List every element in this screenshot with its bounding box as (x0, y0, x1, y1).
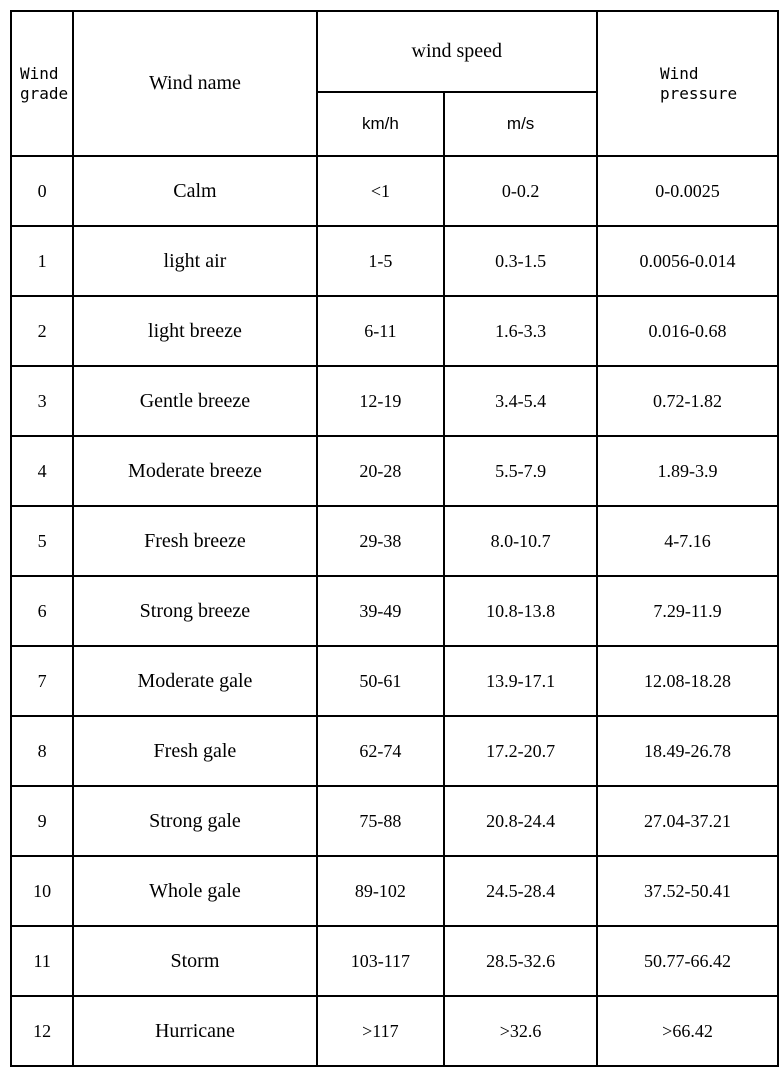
cell-name: Calm (73, 156, 316, 226)
cell-pressure: 37.52-50.41 (597, 856, 778, 926)
cell-kmh: 12-19 (317, 366, 445, 436)
beaufort-wind-table (10, 10, 779, 1067)
cell-pressure: 0.0056-0.014 (597, 226, 778, 296)
cell-grade: 11 (11, 926, 73, 996)
cell-grade: 12 (11, 996, 73, 1066)
table-row (11, 296, 778, 366)
table-row (11, 646, 778, 716)
header-unit-ms (444, 92, 597, 156)
cell-grade: 4 (11, 436, 73, 506)
cell-pressure: 18.49-26.78 (597, 716, 778, 786)
cell-ms: 13.9-17.1 (444, 646, 597, 716)
table-row (11, 436, 778, 506)
cell-grade: 0 (11, 156, 73, 226)
cell-ms: 17.2-20.7 (444, 716, 597, 786)
cell-kmh: 50-61 (317, 646, 445, 716)
header-wind-speed (317, 11, 597, 92)
cell-name: Moderate breeze (73, 436, 316, 506)
cell-ms: 20.8-24.4 (444, 786, 597, 856)
cell-grade: 10 (11, 856, 73, 926)
cell-kmh: 75-88 (317, 786, 445, 856)
cell-pressure: 7.29-11.9 (597, 576, 778, 646)
cell-kmh: 1-5 (317, 226, 445, 296)
header-wind-speed-text: wind speed (411, 40, 503, 62)
cell-pressure: 0.72-1.82 (597, 366, 778, 436)
cell-name: light breeze (73, 296, 316, 366)
cell-grade: 1 (11, 226, 73, 296)
table-row (11, 156, 778, 226)
cell-kmh: <1 (317, 156, 445, 226)
cell-name: Strong breeze (73, 576, 316, 646)
cell-pressure: 4-7.16 (597, 506, 778, 576)
cell-kmh: 103-117 (317, 926, 445, 996)
cell-ms: 24.5-28.4 (444, 856, 597, 926)
cell-kmh: 20-28 (317, 436, 445, 506)
cell-pressure: >66.42 (597, 996, 778, 1066)
header-wind-name (73, 11, 316, 156)
table-row (11, 716, 778, 786)
table-row (11, 366, 778, 436)
cell-ms: 3.4-5.4 (444, 366, 597, 436)
cell-ms: 8.0-10.7 (444, 506, 597, 576)
cell-pressure: 27.04-37.21 (597, 786, 778, 856)
table-row (11, 576, 778, 646)
table-row (11, 786, 778, 856)
cell-name: Whole gale (73, 856, 316, 926)
cell-ms: 10.8-13.8 (444, 576, 597, 646)
cell-pressure: 12.08-18.28 (597, 646, 778, 716)
cell-grade: 5 (11, 506, 73, 576)
table-row (11, 926, 778, 996)
table-row (11, 856, 778, 926)
table-row (11, 226, 778, 296)
cell-grade: 2 (11, 296, 73, 366)
table-row (11, 506, 778, 576)
cell-grade: 7 (11, 646, 73, 716)
cell-name: Gentle breeze (73, 366, 316, 436)
cell-pressure: 1.89-3.9 (597, 436, 778, 506)
header-unit-kmh (317, 92, 445, 156)
cell-kmh: 62-74 (317, 716, 445, 786)
cell-kmh: 6-11 (317, 296, 445, 366)
header-wind-grade (11, 11, 73, 156)
cell-ms: 5.5-7.9 (444, 436, 597, 506)
header-wind-name-text: Wind name (148, 72, 241, 94)
cell-name: Storm (73, 926, 316, 996)
cell-pressure: 0-0.0025 (597, 156, 778, 226)
cell-grade: 3 (11, 366, 73, 436)
cell-grade: 6 (11, 576, 73, 646)
cell-pressure: 0.016-0.68 (597, 296, 778, 366)
cell-grade: 8 (11, 716, 73, 786)
cell-name: Fresh gale (73, 716, 316, 786)
cell-name: light air (73, 226, 316, 296)
cell-kmh: >117 (317, 996, 445, 1066)
cell-pressure: 50.77-66.42 (597, 926, 778, 996)
cell-ms: >32.6 (444, 996, 597, 1066)
header-unit-ms-text: m/s (506, 114, 535, 133)
cell-ms: 0-0.2 (444, 156, 597, 226)
cell-name: Hurricane (73, 996, 316, 1066)
cell-ms: 0.3-1.5 (444, 226, 597, 296)
cell-kmh: 89-102 (317, 856, 445, 926)
cell-ms: 1.6-3.3 (444, 296, 597, 366)
cell-name: Strong gale (73, 786, 316, 856)
cell-grade: 9 (11, 786, 73, 856)
header-wind-pressure (597, 11, 778, 156)
cell-kmh: 29-38 (317, 506, 445, 576)
cell-name: Moderate gale (73, 646, 316, 716)
cell-name: Fresh breeze (73, 506, 316, 576)
header-wind-pressure-text: Wind pressure (660, 63, 738, 103)
header-unit-kmh-text: km/h (361, 114, 399, 133)
header-wind-grade-text: Wind grade (20, 63, 69, 103)
table-row (11, 996, 778, 1066)
cell-ms: 28.5-32.6 (444, 926, 597, 996)
cell-kmh: 39-49 (317, 576, 445, 646)
